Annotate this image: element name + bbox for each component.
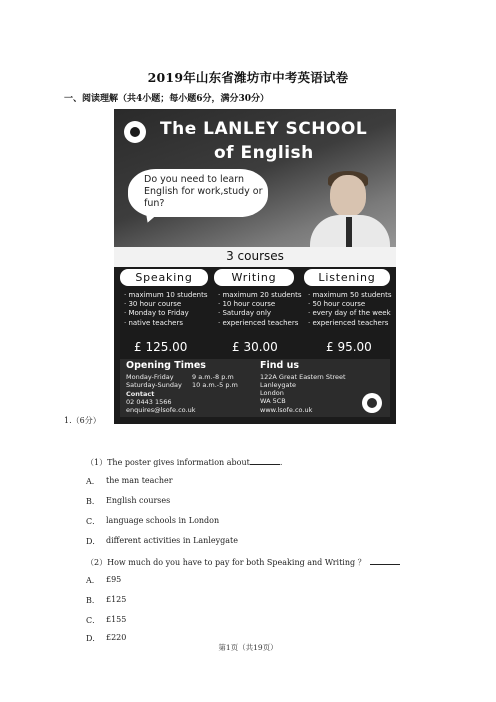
option-text: the man teacher bbox=[106, 476, 173, 485]
contact-email: enquires@lsofe.co.uk bbox=[126, 406, 196, 414]
option-label: B． bbox=[86, 497, 100, 506]
courses-title: 3 courses bbox=[226, 249, 284, 263]
hours-weekday-label: Monday-Friday bbox=[126, 373, 174, 381]
question-1-stem-end: . bbox=[279, 458, 283, 467]
list-item: · experienced teachers bbox=[218, 318, 299, 327]
list-item: · every day of the week bbox=[308, 309, 391, 318]
list-item: · maximum 10 students bbox=[124, 291, 208, 299]
list-item: · native teachers bbox=[124, 318, 183, 327]
poster-title-line1: The LANLEY SCHOOL bbox=[160, 119, 368, 139]
list-item: · Monday to Friday bbox=[124, 309, 189, 318]
option-label: C． bbox=[86, 517, 101, 526]
page-footer: 第1页（共19页） bbox=[218, 643, 278, 652]
website: www.lsofe.co.uk bbox=[260, 406, 313, 414]
address-line3: London bbox=[260, 389, 284, 397]
hours-weekend-label: Saturday-Sunday bbox=[126, 381, 182, 389]
teacher-head-shape bbox=[330, 175, 366, 217]
list-item: · Saturday only bbox=[218, 309, 272, 318]
course-speaking-heading: Speaking bbox=[120, 269, 208, 286]
address-line2: Lanleygate bbox=[260, 381, 297, 389]
option-text: £95 bbox=[106, 575, 122, 584]
course-writing-heading: Writing bbox=[214, 269, 294, 286]
option-label: A． bbox=[86, 576, 100, 585]
list-item: · 50 hour course bbox=[308, 300, 366, 309]
school-logo-icon bbox=[124, 121, 146, 143]
contact-heading: Contact bbox=[126, 390, 155, 398]
option-label: C． bbox=[86, 616, 101, 625]
contact-phone: 02 0443 1566 bbox=[126, 398, 172, 406]
find-us-heading: Find us bbox=[260, 360, 300, 371]
school-logo-small-icon bbox=[362, 393, 382, 413]
list-item: · maximum 50 students bbox=[308, 291, 392, 299]
list-item: · maximum 20 students bbox=[218, 291, 302, 299]
course-speaking-price: £ 125.00 bbox=[134, 340, 188, 354]
course-speaking-list bbox=[124, 291, 207, 328]
course-listening-price: £ 95.00 bbox=[326, 340, 372, 354]
question-2-text: （2）How much do you have to pay for both Speaking and Writing ？ bbox=[86, 558, 366, 567]
option-text: English courses bbox=[106, 496, 171, 505]
school-poster bbox=[114, 109, 396, 424]
question-number: 1.（6分） bbox=[64, 416, 101, 425]
answer-blank[interactable] bbox=[370, 556, 400, 565]
course-listening-heading: Listening bbox=[304, 269, 390, 286]
course-writing-price: £ 30.00 bbox=[232, 340, 278, 354]
option-text: different activities in Lanleygate bbox=[106, 536, 238, 545]
opening-times-heading: Opening Times bbox=[126, 360, 206, 371]
question-1-stem bbox=[86, 456, 282, 468]
list-item: · 30 hour course bbox=[124, 300, 182, 309]
address-line4: WA 5CB bbox=[260, 397, 286, 405]
hours-weekend-time: 10 a.m.-5 p.m bbox=[192, 381, 238, 389]
list-item: · 10 hour course bbox=[218, 300, 276, 309]
option-text: language schools in London bbox=[106, 516, 220, 525]
list-item: · experienced teachers bbox=[308, 318, 389, 327]
option-text: £125 bbox=[106, 595, 127, 604]
answer-blank[interactable] bbox=[250, 456, 280, 465]
option-text: £220 bbox=[106, 633, 127, 642]
hours-weekday-time: 9 a.m.-8 p.m bbox=[192, 373, 234, 381]
course-listening-list bbox=[308, 291, 391, 328]
poster-title-line2: of English bbox=[214, 143, 314, 163]
option-label: A． bbox=[86, 477, 100, 486]
section-heading: 一、阅读理解（共4小题；每小题6分，满分30分） bbox=[64, 94, 270, 104]
address-line1: 122A Great Eastern Street bbox=[260, 373, 346, 381]
page-title: 2019年山东省潍坊市中考英语试卷 bbox=[147, 70, 349, 85]
speech-bubble-text: Do you need to learn English for work,study or fun? bbox=[144, 174, 263, 209]
option-label: D． bbox=[86, 537, 101, 546]
question-1-text: （1）The poster gives information about bbox=[86, 458, 250, 467]
option-text: £155 bbox=[106, 615, 127, 624]
option-label: D． bbox=[86, 634, 101, 643]
course-writing-list bbox=[218, 291, 301, 328]
question-2-stem bbox=[86, 556, 400, 568]
option-label: B． bbox=[86, 596, 100, 605]
